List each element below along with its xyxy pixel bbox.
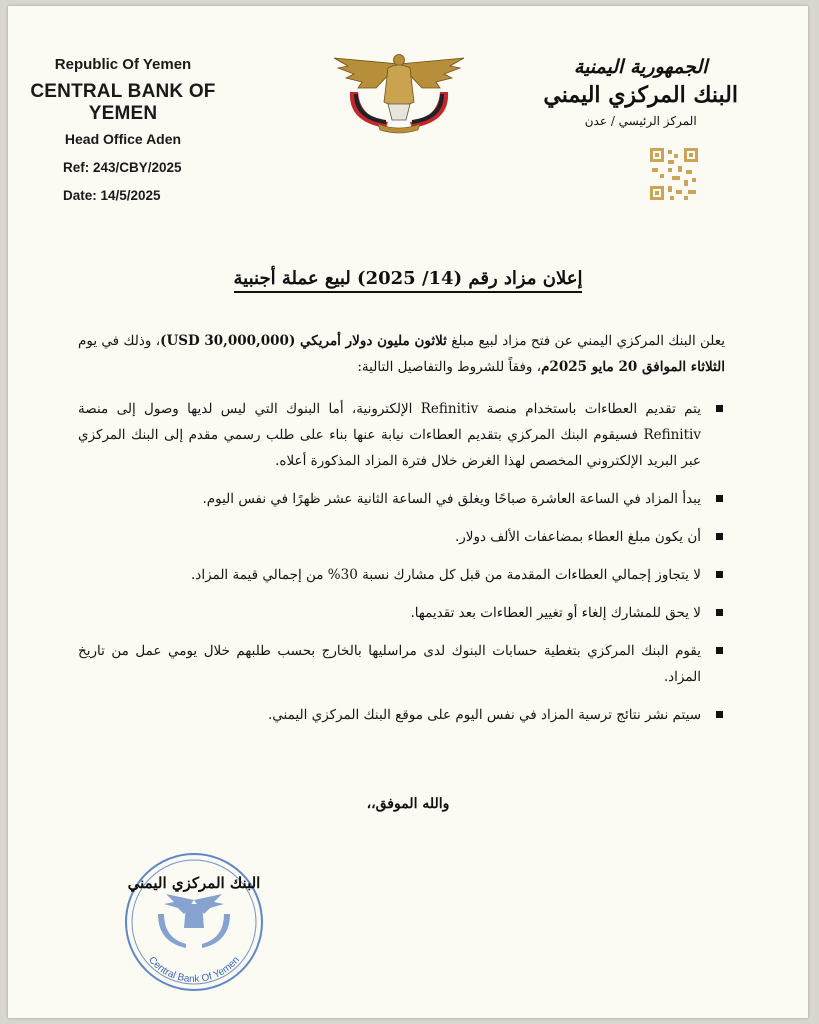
auction-amount: ثلاثون مليون دولار أمريكي (30,000,000 USD) [160, 333, 447, 349]
qr-code-icon [650, 148, 698, 200]
english-letterhead [8, 56, 238, 147]
yemen-emblem-icon [328, 48, 470, 134]
bullet-icon [716, 609, 723, 616]
arabic-country-name: الجمهورية اليمنية [573, 56, 708, 78]
condition-item: لا يحق للمشارك إلغاء أو تغيير العطاءات بعد تقديمها. [78, 600, 725, 626]
letter-page [8, 6, 808, 1018]
bullet-icon [716, 405, 723, 412]
bullet-icon [716, 571, 723, 578]
auction-date: الثلاثاء الموافق 20 مايو 2025م [541, 359, 725, 375]
condition-item: لا يتجاوز إجمالي العطاءات المقدمة من قبل كل مشارك نسبة 30% من إجمالي قيمة المزاد. [78, 562, 725, 588]
arabic-letterhead [543, 56, 738, 128]
conditions-list [78, 396, 725, 728]
condition-item: سيتم نشر نتائج ترسية المزاد في نفس اليوم على موقع البنك المركزي اليمني. [78, 702, 725, 728]
announcement-body [78, 328, 725, 740]
country-name: Republic Of Yemen [54, 56, 192, 73]
condition-item: أن يكون مبلغ العطاء بمضاعفات الألف دولار. [78, 524, 725, 550]
condition-item: يتم تقديم العطاءات باستخدام منصة Refinitiv الإلكترونية، أما البنوك التي ليس لديها وصول إلى منصة Refinitiv فسيقوم البنك المركزي بتقديم العطاءات نيابة عنها بناء على طلب رسمي مقدم إلى البنك المركزي عبر البريد الإلكتروني المخصص لهذا الغرض خلال فترة المزاد المذكورة أعلاه. [78, 396, 725, 474]
reference-number: Ref: 243/CBY/2025 [63, 160, 182, 175]
reference-block [63, 154, 182, 210]
arabic-bank-name: البنك المركزي اليمني [543, 82, 738, 108]
bullet-icon [716, 495, 723, 502]
office-name: Head Office Aden [64, 131, 182, 147]
condition-item: يقوم البنك المركزي بتغطية حسابات البنوك لدى مراسليها بالخارج بحسب طلبهم خلال يومي عمل من تاريخ المزاد. [78, 638, 725, 690]
condition-item: يبدأ المزاد في الساعة العاشرة صباحًا ويغلق في الساعة الثانية عشر ظهرًا في نفس اليوم. [78, 486, 725, 512]
bullet-icon [716, 647, 723, 654]
bullet-icon [716, 533, 723, 540]
seal-arabic-text: البنك المركزي اليمني [127, 874, 261, 892]
arabic-office-name: المركز الرئيسي / عدن [584, 114, 697, 128]
bank-seal-stamp [114, 844, 274, 994]
bank-name: CENTRAL BANK OF YEMEN [30, 81, 216, 124]
intro-paragraph: يعلن البنك المركزي اليمني عن فتح مزاد لبيع مبلغ ثلاثون مليون دولار أمريكي (30,000,000 USD)، وذلك في يوم الثلاثاء الموافق 20 مايو 2025م، وفقاً للشروط والتفاصيل التالية: [78, 333, 725, 375]
closing-salutation: والله الموفق،، [366, 796, 450, 812]
announcement-title: إعلان مزاد رقم (14/ 2025) لبيع عملة أجنبية [8, 268, 808, 289]
bullet-icon [716, 711, 723, 718]
seal-english-text: Central Bank Of Yemen [146, 954, 242, 986]
letter-date: Date: 14/5/2025 [63, 188, 161, 203]
